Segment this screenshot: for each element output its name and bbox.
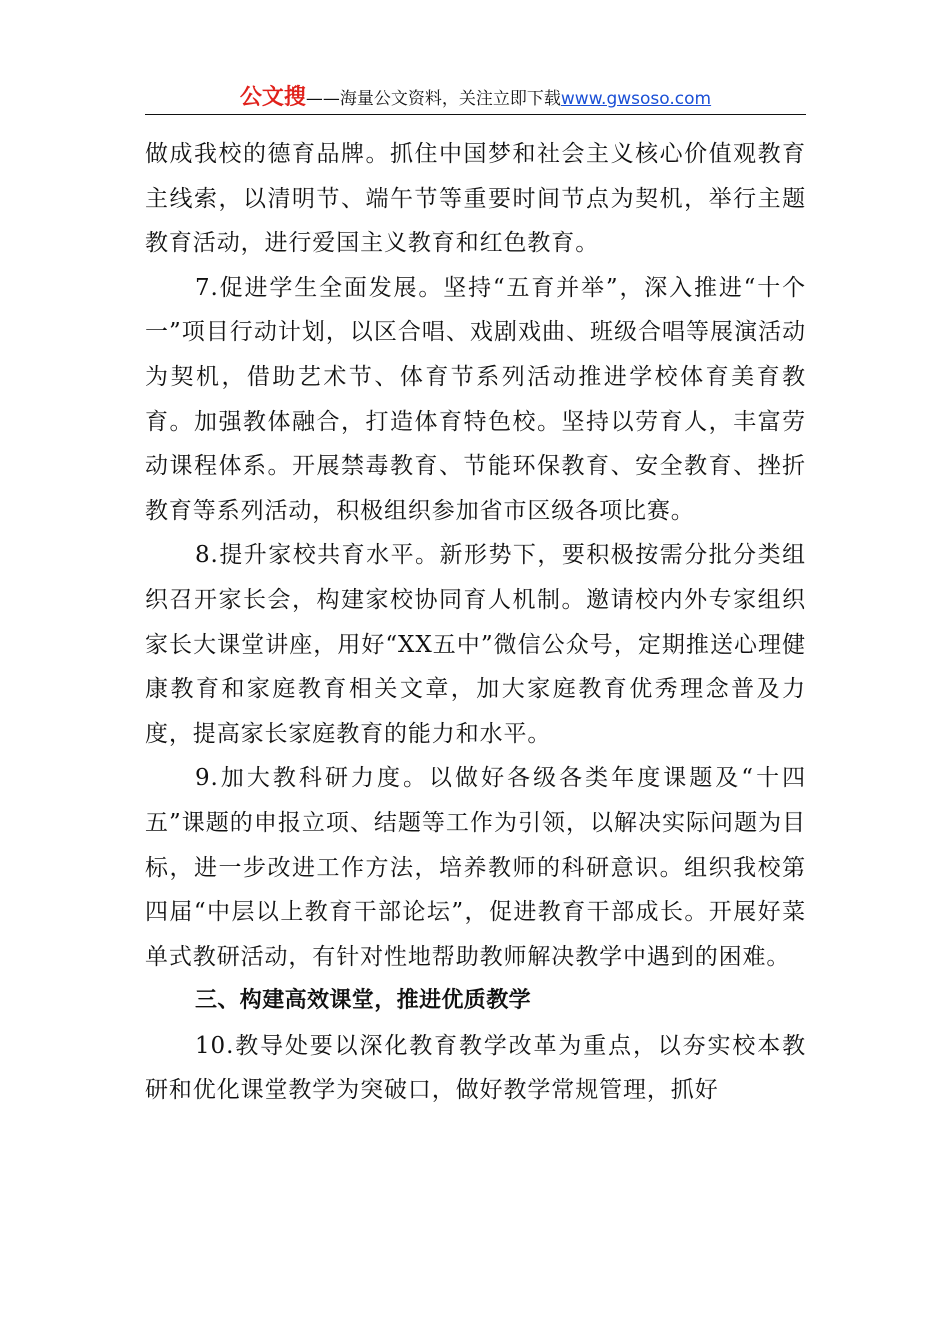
paragraph-item-8: 8.提升家校共育水平。新形势下，要积极按需分批分类组织召开家长会，构建家校协同育人机制。邀请校内外专家组织家长大课堂讲座，用好“XX五中”微信公众号，定期推送心理健康教育和家庭教育相关文章，加大家庭教育优秀理念普及力度，提高家长家庭教育的能力和水平。 [145,542,806,747]
brand-logo-text: 公文搜 [239,85,306,110]
header-tagline: ——海量公文资料，关注立即下载 [305,89,561,109]
paragraph-item-10: 10.教导处要以深化教育教学改革为重点，以夯实校本教研和优化课堂教学为突破口，做好教学常规管理，抓好 [145,1032,806,1104]
document-body [145,132,806,1113]
header-divider [145,114,806,115]
paragraph-item-9: 9.加大教科研力度。以做好各级各类年度课题及“十四五”课题的申报立项、结题等工作为引领，以解决实际问题为目标，进一步改进工作方法，培养教师的科研意识。组织我校第四届“中层以上教育干部论坛”，促进教育干部成长。开展好菜单式教研活动，有针对性地帮助教师解决教学中遇到的困难。 [145,765,806,970]
paragraph-item-7: 7.促进学生全面发展。坚持“五育并举”，深入推进“十个一”项目行动计划，以区合唱、戏剧戏曲、班级合唱等展演活动为契机，借助艺术节、体育节系列活动推进学校体育美育教育。加强教体融合，打造体育特色校。坚持以劳育人，丰富劳动课程体系。开展禁毒教育、节能环保教育、安全教育、挫折教育等系列活动，积极组织参加省市区级各项比赛。 [145,274,806,524]
website-link[interactable]: www.gwsoso.com [560,89,712,109]
paragraph-moral-education: 做成我校的德育品牌。抓住中国梦和社会主义核心价值观教育主线索，以清明节、端午节等重要时间节点为契机，举行主题教育活动，进行爱国主义教育和红色教育。 [145,141,806,257]
section-heading-3: 三、构建高效课堂，推进优质教学 [195,988,532,1014]
document-header [145,80,806,112]
